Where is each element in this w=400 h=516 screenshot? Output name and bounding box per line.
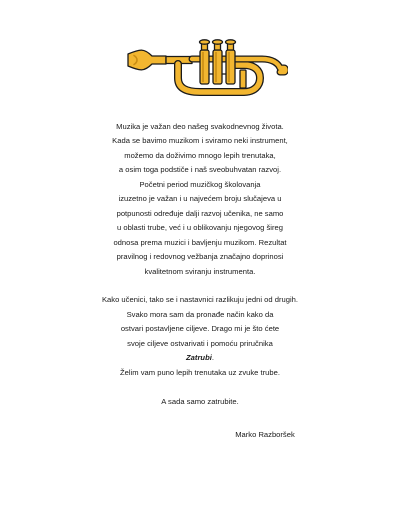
text-line: odnosa prema muzici i bavljenju muzikom. Rezultat <box>113 237 287 247</box>
text-line: Svako mora sam da pronađe način kako da <box>126 309 274 319</box>
text-line: Kako učenici, tako se i nastavnici razlikuju jedni od drugih. <box>101 295 299 305</box>
trumpet-icon <box>122 38 288 104</box>
foreword-text <box>60 120 340 409</box>
text-line: pravilnog i redovnog vežbanja značajno doprinosi <box>116 252 284 262</box>
book-title-suffix: . <box>211 353 214 363</box>
text-line: Muzika je važan deo našeg svakodnevnog života. <box>116 122 284 131</box>
text-line: u oblasti trube, već i u oblikovanju njegovog šireg <box>117 223 283 233</box>
text-line: kvalitetnom sviranju instrumenta. <box>144 266 256 276</box>
book-title: Zatrubi <box>186 353 212 363</box>
text-line: možemo da doživimo mnogo lepih trenutaka, <box>124 150 276 160</box>
text-line: ostvari postavljene ciljeve. Drago mi je što ćete <box>120 324 280 334</box>
text-line: Želim vam puno lepih trenutaka uz zvuke trube. <box>119 367 280 377</box>
text-line: Kada se bavimo muzikom i sviramo neki instrument, <box>112 136 288 146</box>
author-signature: Marko Razboršek <box>235 430 295 439</box>
paragraph-gap <box>60 279 340 294</box>
text-line: a osim toga podstiče i naš sveobuhvatan razvoj. <box>118 165 282 175</box>
text-line: izuzetno je važan i u najvećem broju slučajeva u <box>118 194 282 204</box>
text-line: svoje ciljeve ostvarivati i pomoću priručnika <box>127 338 273 348</box>
text-line: potpunosti određuje dalji razvoj učenika, ne samo <box>116 208 284 218</box>
book-title-line <box>60 351 340 365</box>
paragraph-gap <box>60 380 340 395</box>
text-line: Početni period muzičkog školovanja <box>139 179 261 189</box>
closing-line: A sada samo zatrubite. <box>161 396 239 406</box>
